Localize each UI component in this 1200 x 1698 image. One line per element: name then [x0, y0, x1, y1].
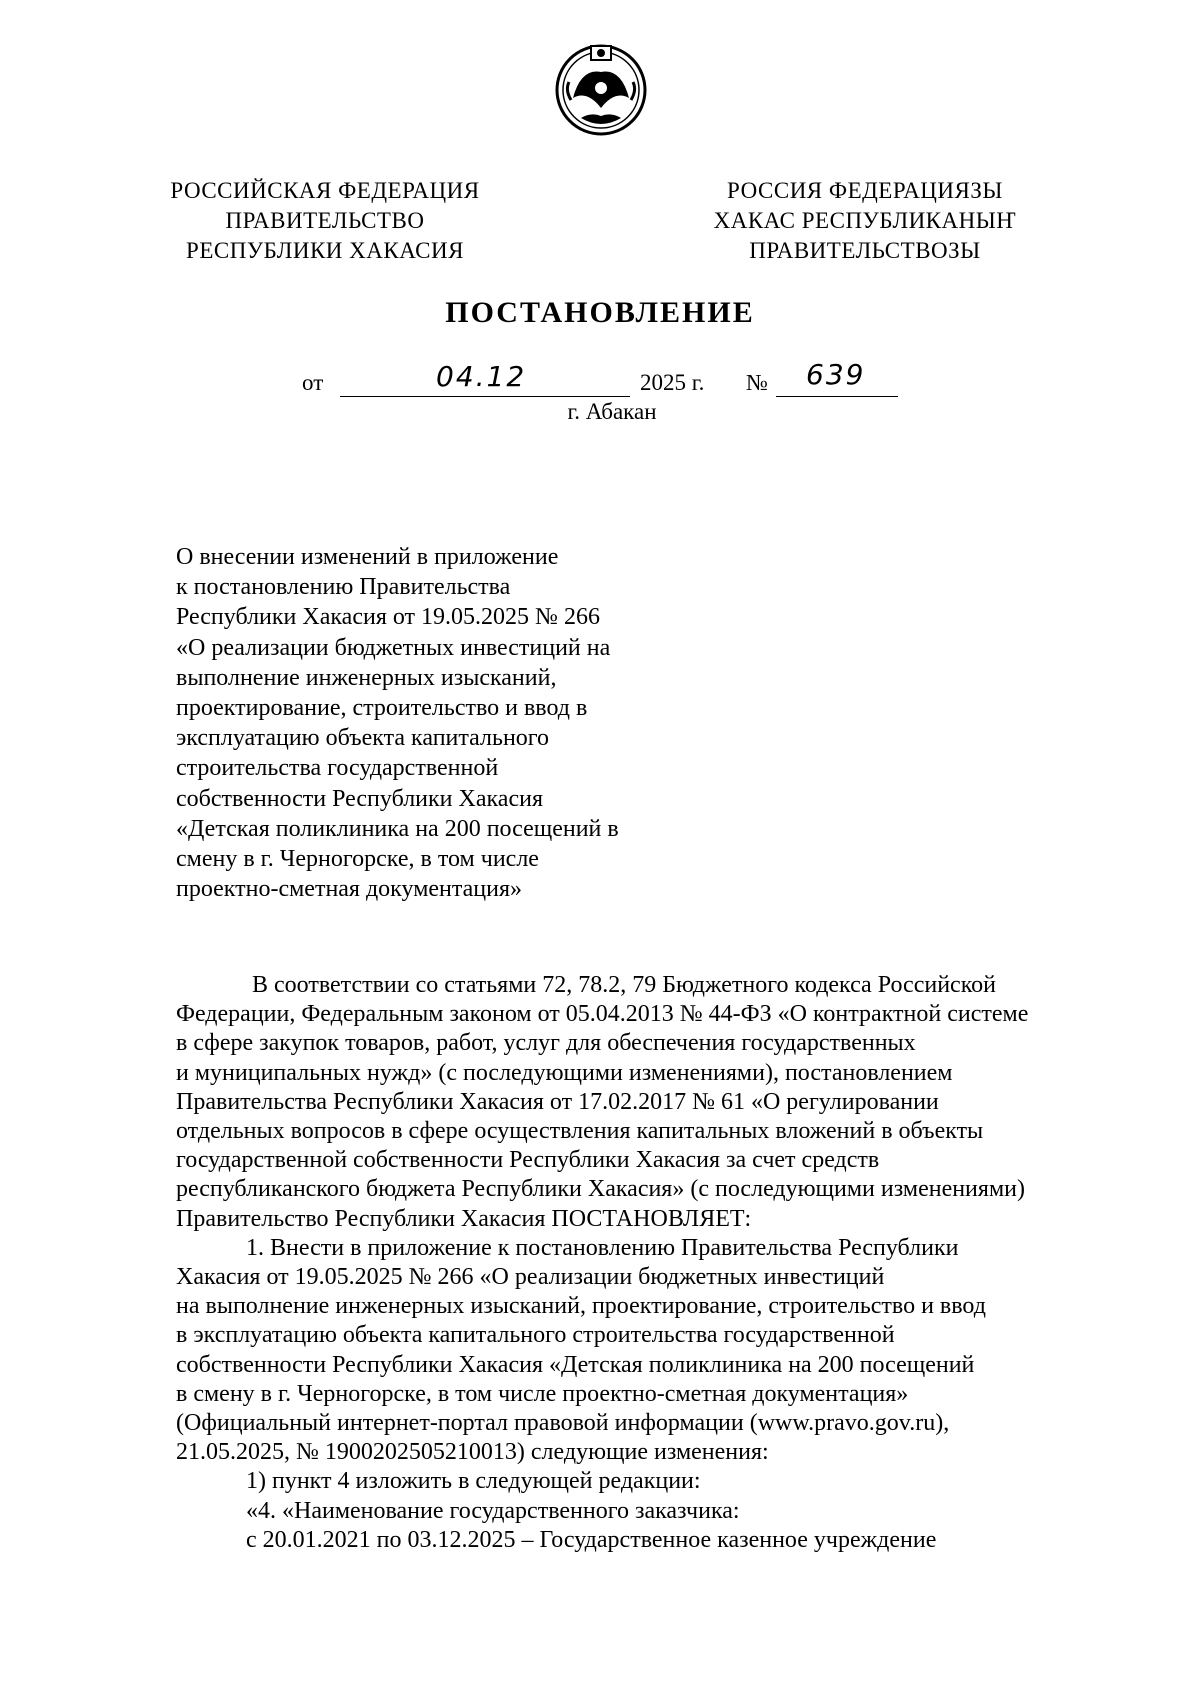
body-line: Правительство Республики Хакасия ПОСТАНОВЛЯЕТ: — [176, 1205, 752, 1232]
subject-line: собственности Республики Хакасия — [176, 785, 543, 812]
handwritten-date: 04.12 — [436, 360, 527, 393]
body-line: на выполнение инженерных изысканий, проектирование, строительство и ввод — [176, 1293, 986, 1320]
number-sign: № — [746, 370, 768, 395]
body-line: собственности Республики Хакасия «Детская поликлиника на 200 посещений — [176, 1351, 975, 1378]
body-line: республиканского бюджета Республики Хакасия» (с последующими изменениями) — [176, 1176, 1025, 1203]
header-left-line: РЕСПУБЛИКИ ХАКАСИЯ — [186, 238, 464, 263]
body-line: 1. Внести в приложение к постановлению Правительства Республики — [246, 1234, 959, 1261]
header-right-line: ПРАВИТЕЛЬСТВОЗЫ — [749, 238, 981, 263]
subject-line: проектирование, строительство и ввод в — [176, 695, 588, 722]
body-line: в сфере закупок товаров, работ, услуг для обеспечения государственных — [176, 1030, 916, 1057]
header-left-line: РОССИЙСКАЯ ФЕДЕРАЦИЯ — [170, 178, 480, 203]
body-line: в эксплуатацию объекта капитального строительства государственной — [176, 1322, 895, 1349]
document-title: ПОСТАНОВЛЕНИЕ — [445, 296, 755, 329]
subject-line: проектно-сметная документация» — [176, 876, 523, 903]
subject-block — [176, 542, 686, 904]
subject-line: Республики Хакасия от 19.05.2025 № 266 — [176, 604, 600, 631]
subject-line: «О реализации бюджетных инвестиций на — [176, 634, 611, 661]
body-line: 1) пункт 4 изложить в следующей редакции: — [246, 1468, 701, 1495]
body-text — [176, 971, 1126, 1555]
header-left-line: ПРАВИТЕЛЬСТВО — [225, 208, 425, 233]
handwritten-number: 639 — [806, 358, 866, 391]
body-line: (Официальный интернет-портал правовой информации (www.pravo.gov.ru), — [176, 1410, 950, 1437]
subject-line: к постановлению Правительства — [176, 574, 511, 601]
header-right-line: РОССИЯ ФЕДЕРАЦИЯЗЫ — [727, 178, 1003, 203]
body-line: Правительства Республики Хакасия от 17.02.2017 № 61 «О регулировании — [176, 1088, 939, 1115]
header-right-line: ХАКАС РЕСПУБЛИКАНЫҤ — [713, 208, 1017, 233]
subject-line: «Детская поликлиника на 200 посещений в — [176, 815, 619, 842]
body-line: с 20.01.2021 по 03.12.2025 – Государственное казенное учреждение — [246, 1526, 937, 1553]
subject-line: О внесении изменений в приложение — [176, 544, 559, 570]
subject-line: смену в г. Черногорске, в том числе — [176, 846, 539, 873]
body-line: 21.05.2025, № 1900202505210013) следующие изменения: — [176, 1439, 769, 1466]
body-line: В соответствии со статьями 72, 78.2, 79 Бюджетного кодекса Российской — [252, 972, 996, 998]
header-left-block — [150, 176, 500, 266]
body-line: «4. «Наименование государственного заказчика: — [246, 1497, 740, 1524]
subject-line: выполнение инженерных изысканий, — [176, 664, 557, 691]
body-line: отдельных вопросов в сфере осуществления капитальных вложений в объекты — [176, 1118, 984, 1145]
body-line: и муниципальных нужд» (с последующими изменениями), постановлением — [176, 1059, 953, 1086]
date-number-line — [0, 358, 1200, 402]
subject-line: эксплуатацию объекта капитального — [176, 725, 550, 752]
body-line: Федерации, Федеральным законом от 05.04.2013 № 44-ФЗ «О контрактной системе — [176, 1001, 1029, 1028]
year-label: 2025 г. — [640, 370, 705, 395]
header-right-block — [690, 176, 1040, 266]
body-line: государственной собственности Республики Хакасия за счет средств — [176, 1147, 880, 1174]
coat-of-arms-emblem — [551, 38, 651, 138]
city-label: г. Абакан — [567, 399, 657, 424]
subject-line: строительства государственной — [176, 755, 499, 782]
body-line: в смену в г. Черногорске, в том числе проектно-сметная документация» — [176, 1380, 909, 1407]
body-line: Хакасия от 19.05.2025 № 266 «О реализации бюджетных инвестиций — [176, 1264, 885, 1291]
date-prefix: от — [302, 370, 324, 395]
